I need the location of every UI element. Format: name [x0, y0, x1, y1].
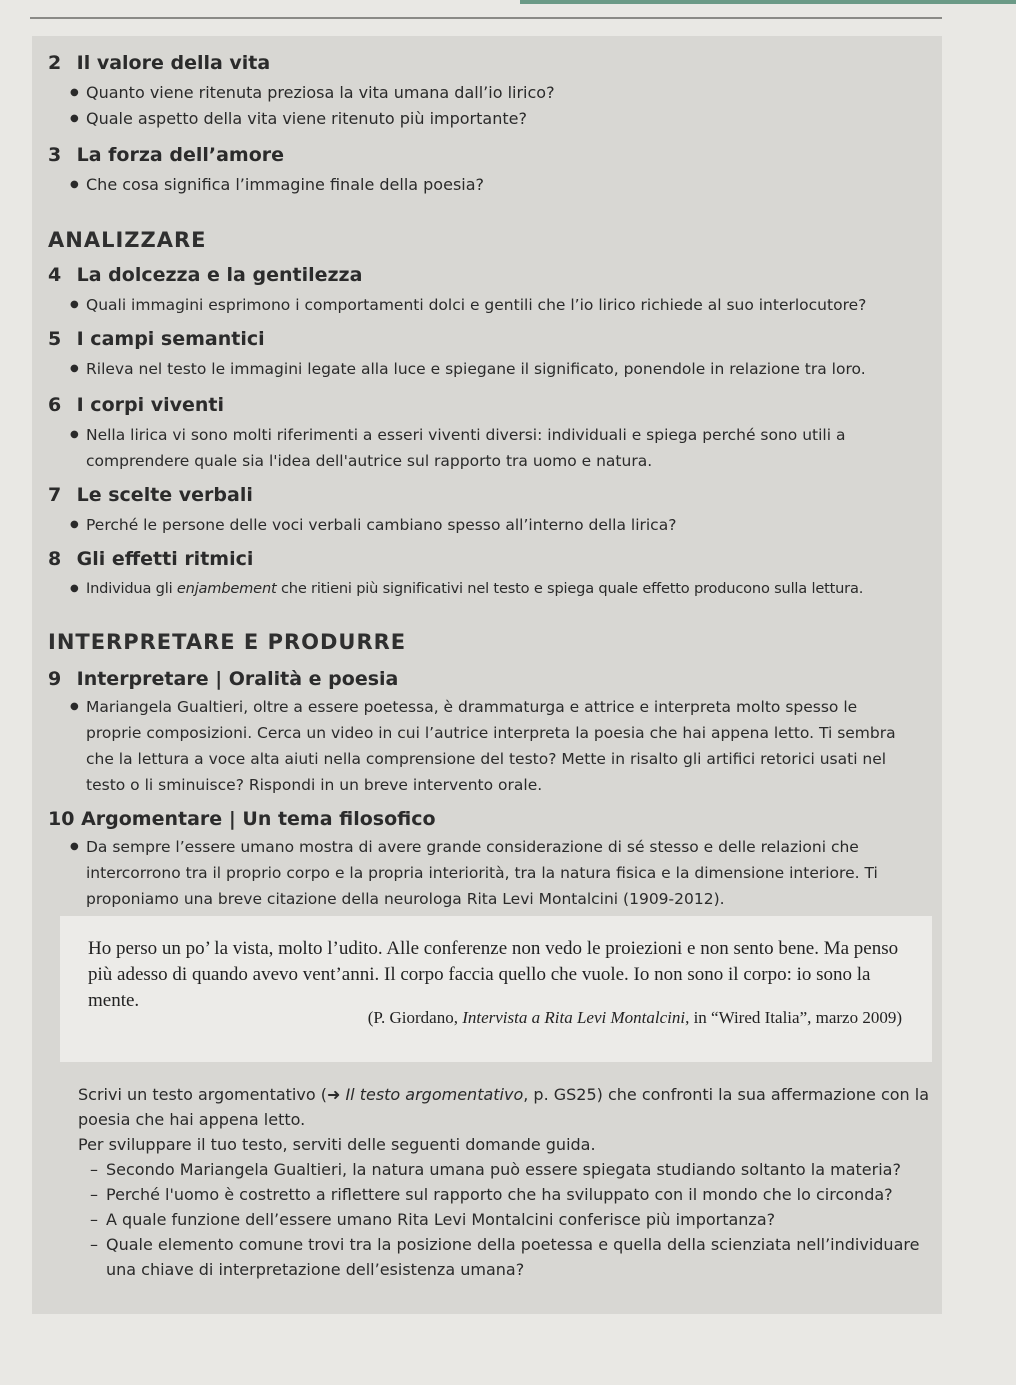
- question-number: 10: [48, 808, 75, 830]
- question-title: [48, 264, 938, 286]
- question-title-type: Argomentare: [81, 808, 223, 830]
- citation-text: , in “Wired Italia”, marzo 2009): [685, 1008, 902, 1027]
- writing-intro: [78, 1082, 948, 1132]
- bullet-text: Individua gli: [86, 580, 177, 597]
- question-number: 9: [48, 668, 62, 690]
- question-title: [48, 548, 948, 570]
- question-8: [48, 548, 948, 602]
- intro-reference: Il testo argomentativo: [340, 1085, 524, 1104]
- question-bullet: ● Che cosa significa l’immagine finale della poesia?: [48, 172, 928, 198]
- question-number: 6: [48, 394, 62, 416]
- question-number: 5: [48, 328, 62, 350]
- question-title: [48, 52, 928, 74]
- question-bullet: [48, 576, 948, 602]
- question-title: [48, 328, 938, 350]
- question-number: 8: [48, 548, 62, 570]
- section-heading-analizzare: ANALIZZARE: [48, 228, 207, 252]
- question-title-text: Gli effetti ritmici: [76, 548, 254, 570]
- question-7: [48, 484, 928, 538]
- question-title-text: Le scelte verbali: [76, 484, 253, 506]
- question-title: [48, 668, 898, 690]
- question-title: [48, 808, 928, 830]
- bullet-text: che ritieni più significativi nel testo e spiega quale effetto producono sulla lettura.: [276, 580, 864, 597]
- question-title-text: La forza dell’amore: [76, 144, 285, 166]
- guide-question: – Perché l'uomo è costretto a riflettere sul rapporto che ha sviluppato con il mondo che lo circonda?: [78, 1182, 948, 1207]
- arrow-icon: ➜: [326, 1085, 341, 1104]
- top-green-strip: [520, 0, 1016, 4]
- question-title-text: I corpi viventi: [76, 394, 225, 416]
- question-title-text: Oralità e poesia: [228, 668, 399, 690]
- question-title: [48, 484, 928, 506]
- question-4: [48, 264, 938, 318]
- title-separator: |: [228, 808, 236, 830]
- question-number: 3: [48, 144, 62, 166]
- intro-text: , p. GS25) che confronti la sua affermazione con la poesia che hai appena letto.: [78, 1085, 930, 1129]
- question-bullet: ● Quanto viene ritenuta preziosa la vita umana dall’io lirico?: [48, 80, 928, 106]
- section-heading-interpretare: INTERPRETARE E PRODURRE: [48, 630, 407, 654]
- intro-text: Scrivi un testo argomentativo (: [78, 1085, 327, 1104]
- question-title-type: Interpretare: [76, 668, 209, 690]
- quote-text: Ho perso un po’ la vista, molto l’udito. Alle conferenze non vedo le proiezioni e non sento bene. Ma penso più adesso di quando avevo vent’anni. Il corpo faccia quello che vuole. Io non sono il corpo: io sono la mente.: [88, 938, 899, 1011]
- question-bullet: ● Nella lirica vi sono molti riferimenti a esseri viventi diversi: individuali e spiega perché sono utili a comprendere quale sia l'idea dell'autrice sul rapporto tra uomo e natura.: [48, 422, 898, 474]
- question-bullet: ● Quale aspetto della vita viene ritenuto più importante?: [48, 106, 928, 132]
- writing-task: [78, 1082, 948, 1282]
- question-6: [48, 394, 898, 474]
- question-title: [48, 144, 928, 166]
- question-title-text: Il valore della vita: [76, 52, 271, 74]
- top-rule: [30, 17, 942, 19]
- question-bullet: ● Rileva nel testo le immagini legate alla luce e spiegane il significato, ponendole in relazione tra loro.: [48, 356, 938, 382]
- guide-question: – Quale elemento comune trovi tra la posizione della poetessa e quella della scienziata nell’individuare una chiave di interpretazione dell’esistenza umana?: [78, 1232, 948, 1282]
- question-bullet: ● Da sempre l’essere umano mostra di avere grande considerazione di sé stesso e delle relazioni che intercorrono tra il proprio corpo e la propria interiorità, tra la natura fisica e la dimensione interiore. Ti proponiamo una breve citazione della neurologa Rita Levi Montalcini (1909-2012).: [48, 834, 928, 912]
- citation-title: Intervista a Rita Levi Montalcini: [462, 1008, 686, 1027]
- question-bullet: ● Quali immagini esprimono i comportamenti dolci e gentili che l’io lirico richiede al suo interlocutore?: [48, 292, 938, 318]
- guide-question: – A quale funzione dell’essere umano Rita Levi Montalcini conferisce più importanza?: [78, 1207, 948, 1232]
- question-title: [48, 394, 898, 416]
- question-5: [48, 328, 938, 382]
- quote-citation: [368, 1008, 902, 1028]
- question-2: [48, 52, 928, 132]
- question-10: [48, 808, 928, 912]
- title-separator: |: [215, 668, 223, 690]
- question-title-text: La dolcezza e la gentilezza: [76, 264, 363, 286]
- question-bullet: ● Mariangela Gualtieri, oltre a essere poetessa, è drammaturga e attrice e interpreta molto spesso le proprie composizioni. Cerca un video in cui l’autrice interpreta la poesia che hai appena letto. Ti sembra che la lettura a voce alta aiuti nella comprensione del testo? Mette in risalto gli artifici retorici usati nel testo o li sminuisce? Rispondi in un breve intervento orale.: [48, 694, 898, 798]
- question-title-text: I campi semantici: [76, 328, 265, 350]
- question-number: 2: [48, 52, 62, 74]
- bullet-emphasis: enjambement: [176, 580, 277, 597]
- question-number: 4: [48, 264, 62, 286]
- question-3: [48, 144, 928, 198]
- question-9: [48, 668, 898, 798]
- question-bullet: ● Perché le persone delle voci verbali cambiano spesso all’interno della lirica?: [48, 512, 928, 538]
- question-number: 7: [48, 484, 62, 506]
- citation-text: (P. Giordano,: [367, 1008, 463, 1027]
- writing-intro-2: Per sviluppare il tuo testo, serviti delle seguenti domande guida.: [78, 1135, 596, 1154]
- question-title-text: Un tema filosofico: [242, 808, 436, 830]
- quote-box: [60, 916, 932, 1062]
- guide-question: – Secondo Mariangela Gualtieri, la natura umana può essere spiegata studiando soltanto la materia?: [78, 1157, 948, 1182]
